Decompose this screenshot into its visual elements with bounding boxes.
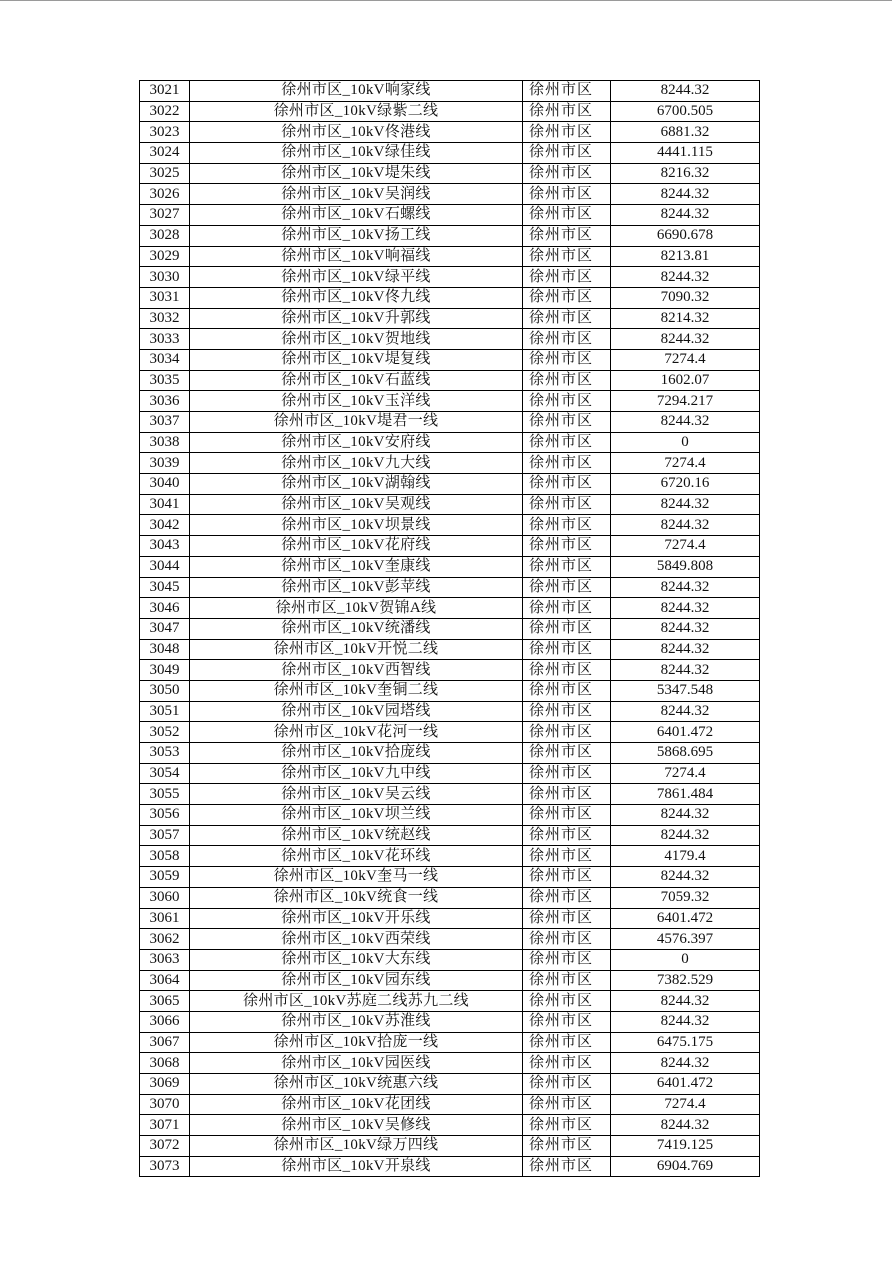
value-cell: 8216.32 xyxy=(611,163,760,184)
value-cell: 8244.32 xyxy=(611,1115,760,1136)
value-cell: 5868.695 xyxy=(611,743,760,764)
table-row xyxy=(140,453,760,474)
value-cell: 8244.32 xyxy=(611,577,760,598)
area-cell: 徐州市区 xyxy=(523,163,611,184)
area-cell: 徐州市区 xyxy=(523,536,611,557)
line-name-cell: 徐州市区_10kV吴观线 xyxy=(190,494,523,515)
table-row xyxy=(140,929,760,950)
area-cell: 徐州市区 xyxy=(523,1032,611,1053)
table-row xyxy=(140,805,760,826)
table-row xyxy=(140,846,760,867)
table-row xyxy=(140,660,760,681)
value-cell: 8244.32 xyxy=(611,805,760,826)
area-cell: 徐州市区 xyxy=(523,474,611,495)
line-name-cell: 徐州市区_10kV佟港线 xyxy=(190,122,523,143)
row-number-cell: 3063 xyxy=(140,949,190,970)
row-number-cell: 3066 xyxy=(140,1011,190,1032)
line-name-cell: 徐州市区_10kV贺地线 xyxy=(190,329,523,350)
area-cell: 徐州市区 xyxy=(523,908,611,929)
area-cell: 徐州市区 xyxy=(523,825,611,846)
row-number-cell: 3026 xyxy=(140,184,190,205)
area-cell: 徐州市区 xyxy=(523,1115,611,1136)
area-cell: 徐州市区 xyxy=(523,205,611,226)
value-cell: 8214.32 xyxy=(611,308,760,329)
row-number-cell: 3055 xyxy=(140,784,190,805)
table-row xyxy=(140,598,760,619)
row-number-cell: 3073 xyxy=(140,1156,190,1177)
table-row xyxy=(140,101,760,122)
area-cell: 徐州市区 xyxy=(523,1156,611,1177)
row-number-cell: 3059 xyxy=(140,867,190,888)
row-number-cell: 3049 xyxy=(140,660,190,681)
value-cell: 6720.16 xyxy=(611,474,760,495)
row-number-cell: 3042 xyxy=(140,515,190,536)
table-row xyxy=(140,184,760,205)
line-name-cell: 徐州市区_10kV九大线 xyxy=(190,453,523,474)
area-cell: 徐州市区 xyxy=(523,308,611,329)
line-name-cell: 徐州市区_10kV统赵线 xyxy=(190,825,523,846)
row-number-cell: 3045 xyxy=(140,577,190,598)
value-cell: 8244.32 xyxy=(611,81,760,102)
value-cell: 8244.32 xyxy=(611,329,760,350)
table-row xyxy=(140,763,760,784)
row-number-cell: 3050 xyxy=(140,680,190,701)
row-number-cell: 3021 xyxy=(140,81,190,102)
value-cell: 6700.505 xyxy=(611,101,760,122)
area-cell: 徐州市区 xyxy=(523,453,611,474)
line-name-cell: 徐州市区_10kV堤复线 xyxy=(190,349,523,370)
table-row xyxy=(140,867,760,888)
row-number-cell: 3037 xyxy=(140,412,190,433)
row-number-cell: 3068 xyxy=(140,1053,190,1074)
row-number-cell: 3060 xyxy=(140,887,190,908)
value-cell: 8244.32 xyxy=(611,701,760,722)
row-number-cell: 3053 xyxy=(140,743,190,764)
row-number-cell: 3029 xyxy=(140,246,190,267)
value-cell: 8244.32 xyxy=(611,598,760,619)
row-number-cell: 3047 xyxy=(140,618,190,639)
value-cell: 8244.32 xyxy=(611,825,760,846)
table-row xyxy=(140,991,760,1012)
table-row xyxy=(140,949,760,970)
area-cell: 徐州市区 xyxy=(523,267,611,288)
line-name-cell: 徐州市区_10kV彭苹线 xyxy=(190,577,523,598)
table-row xyxy=(140,536,760,557)
area-cell: 徐州市区 xyxy=(523,929,611,950)
value-cell: 7382.529 xyxy=(611,970,760,991)
row-number-cell: 3070 xyxy=(140,1094,190,1115)
area-cell: 徐州市区 xyxy=(523,867,611,888)
line-name-cell: 徐州市区_10kV贺锦A线 xyxy=(190,598,523,619)
table-row xyxy=(140,722,760,743)
value-cell: 4441.115 xyxy=(611,143,760,164)
value-cell: 6401.472 xyxy=(611,1074,760,1095)
table-row xyxy=(140,784,760,805)
line-name-cell: 徐州市区_10kV吴润线 xyxy=(190,184,523,205)
line-name-cell: 徐州市区_10kV升郭线 xyxy=(190,308,523,329)
area-cell: 徐州市区 xyxy=(523,887,611,908)
value-cell: 6475.175 xyxy=(611,1032,760,1053)
table-body xyxy=(140,81,760,1177)
row-number-cell: 3022 xyxy=(140,101,190,122)
value-cell: 8244.32 xyxy=(611,412,760,433)
line-name-cell: 徐州市区_10kV坝兰线 xyxy=(190,805,523,826)
table-row xyxy=(140,1032,760,1053)
area-cell: 徐州市区 xyxy=(523,391,611,412)
area-cell: 徐州市区 xyxy=(523,81,611,102)
line-name-cell: 徐州市区_10kV坝景线 xyxy=(190,515,523,536)
area-cell: 徐州市区 xyxy=(523,225,611,246)
line-name-cell: 徐州市区_10kV绿紫二线 xyxy=(190,101,523,122)
area-cell: 徐州市区 xyxy=(523,805,611,826)
row-number-cell: 3040 xyxy=(140,474,190,495)
table-row xyxy=(140,1136,760,1157)
line-name-cell: 徐州市区_10kV绿佳线 xyxy=(190,143,523,164)
row-number-cell: 3031 xyxy=(140,287,190,308)
area-cell: 徐州市区 xyxy=(523,701,611,722)
line-name-cell: 徐州市区_10kV花环线 xyxy=(190,846,523,867)
line-name-cell: 徐州市区_10kV花府线 xyxy=(190,536,523,557)
row-number-cell: 3023 xyxy=(140,122,190,143)
area-cell: 徐州市区 xyxy=(523,1136,611,1157)
line-name-cell: 徐州市区_10kV开泉线 xyxy=(190,1156,523,1177)
area-cell: 徐州市区 xyxy=(523,639,611,660)
line-name-cell: 徐州市区_10kV石螺线 xyxy=(190,205,523,226)
table-row xyxy=(140,246,760,267)
line-name-cell: 徐州市区_10kV奎铜二线 xyxy=(190,680,523,701)
value-cell: 0 xyxy=(611,432,760,453)
value-cell: 8244.32 xyxy=(611,867,760,888)
row-number-cell: 3071 xyxy=(140,1115,190,1136)
value-cell: 8244.32 xyxy=(611,184,760,205)
row-number-cell: 3065 xyxy=(140,991,190,1012)
line-name-cell: 徐州市区_10kV九中线 xyxy=(190,763,523,784)
row-number-cell: 3039 xyxy=(140,453,190,474)
line-name-cell: 徐州市区_10kV苏庭二线苏九二线 xyxy=(190,991,523,1012)
area-cell: 徐州市区 xyxy=(523,1053,611,1074)
line-name-cell: 徐州市区_10kV统惠六线 xyxy=(190,1074,523,1095)
row-number-cell: 3024 xyxy=(140,143,190,164)
row-number-cell: 3032 xyxy=(140,308,190,329)
table-row xyxy=(140,391,760,412)
area-cell: 徐州市区 xyxy=(523,763,611,784)
line-name-cell: 徐州市区_10kV统潘线 xyxy=(190,618,523,639)
table-row xyxy=(140,267,760,288)
row-number-cell: 3027 xyxy=(140,205,190,226)
table-row xyxy=(140,1094,760,1115)
row-number-cell: 3067 xyxy=(140,1032,190,1053)
area-cell: 徐州市区 xyxy=(523,432,611,453)
area-cell: 徐州市区 xyxy=(523,246,611,267)
area-cell: 徐州市区 xyxy=(523,515,611,536)
area-cell: 徐州市区 xyxy=(523,618,611,639)
value-cell: 4576.397 xyxy=(611,929,760,950)
line-name-cell: 徐州市区_10kV响福线 xyxy=(190,246,523,267)
area-cell: 徐州市区 xyxy=(523,784,611,805)
table-row xyxy=(140,618,760,639)
value-cell: 1602.07 xyxy=(611,370,760,391)
row-number-cell: 3064 xyxy=(140,970,190,991)
line-name-cell: 徐州市区_10kV开悦二线 xyxy=(190,639,523,660)
value-cell: 8244.32 xyxy=(611,515,760,536)
value-cell: 6401.472 xyxy=(611,722,760,743)
table-row xyxy=(140,163,760,184)
row-number-cell: 3057 xyxy=(140,825,190,846)
value-cell: 8244.32 xyxy=(611,494,760,515)
value-cell: 8244.32 xyxy=(611,991,760,1012)
line-name-cell: 徐州市区_10kV绿万四线 xyxy=(190,1136,523,1157)
value-cell: 8244.32 xyxy=(611,1011,760,1032)
table-row xyxy=(140,474,760,495)
table-row xyxy=(140,412,760,433)
table-row xyxy=(140,701,760,722)
value-cell: 7274.4 xyxy=(611,1094,760,1115)
area-cell: 徐州市区 xyxy=(523,949,611,970)
value-cell: 7294.217 xyxy=(611,391,760,412)
value-cell: 8213.81 xyxy=(611,246,760,267)
area-cell: 徐州市区 xyxy=(523,1074,611,1095)
line-name-cell: 徐州市区_10kV大东线 xyxy=(190,949,523,970)
page-top-rule xyxy=(0,0,892,1)
table-row xyxy=(140,143,760,164)
table-row xyxy=(140,1074,760,1095)
table-row xyxy=(140,432,760,453)
table-row xyxy=(140,1115,760,1136)
value-cell: 7861.484 xyxy=(611,784,760,805)
row-number-cell: 3030 xyxy=(140,267,190,288)
value-cell: 7274.4 xyxy=(611,349,760,370)
table-row xyxy=(140,1053,760,1074)
line-name-cell: 徐州市区_10kV响家线 xyxy=(190,81,523,102)
table-row xyxy=(140,515,760,536)
area-cell: 徐州市区 xyxy=(523,577,611,598)
area-cell: 徐州市区 xyxy=(523,412,611,433)
table-row xyxy=(140,287,760,308)
line-name-cell: 徐州市区_10kV绿平线 xyxy=(190,267,523,288)
line-name-cell: 徐州市区_10kV吴修线 xyxy=(190,1115,523,1136)
area-cell: 徐州市区 xyxy=(523,970,611,991)
table-row xyxy=(140,205,760,226)
row-number-cell: 3051 xyxy=(140,701,190,722)
table-row xyxy=(140,577,760,598)
row-number-cell: 3048 xyxy=(140,639,190,660)
value-cell: 4179.4 xyxy=(611,846,760,867)
area-cell: 徐州市区 xyxy=(523,122,611,143)
value-cell: 8244.32 xyxy=(611,618,760,639)
row-number-cell: 3062 xyxy=(140,929,190,950)
row-number-cell: 3043 xyxy=(140,536,190,557)
value-cell: 8244.32 xyxy=(611,205,760,226)
row-number-cell: 3044 xyxy=(140,556,190,577)
table-row xyxy=(140,908,760,929)
table-row xyxy=(140,825,760,846)
line-name-cell: 徐州市区_10kV园医线 xyxy=(190,1053,523,1074)
table-row xyxy=(140,308,760,329)
line-name-cell: 徐州市区_10kV园塔线 xyxy=(190,701,523,722)
table-row xyxy=(140,1011,760,1032)
table-row xyxy=(140,680,760,701)
line-name-cell: 徐州市区_10kV统食一线 xyxy=(190,887,523,908)
row-number-cell: 3052 xyxy=(140,722,190,743)
value-cell: 5849.808 xyxy=(611,556,760,577)
table-row xyxy=(140,1156,760,1177)
line-name-cell: 徐州市区_10kV西荣线 xyxy=(190,929,523,950)
table-row xyxy=(140,494,760,515)
row-number-cell: 3046 xyxy=(140,598,190,619)
value-cell: 8244.32 xyxy=(611,639,760,660)
value-cell: 6904.769 xyxy=(611,1156,760,1177)
line-name-cell: 徐州市区_10kV花河一线 xyxy=(190,722,523,743)
value-cell: 7090.32 xyxy=(611,287,760,308)
table-row xyxy=(140,970,760,991)
line-name-cell: 徐州市区_10kV苏淮线 xyxy=(190,1011,523,1032)
row-number-cell: 3041 xyxy=(140,494,190,515)
row-number-cell: 3058 xyxy=(140,846,190,867)
value-cell: 5347.548 xyxy=(611,680,760,701)
line-name-cell: 徐州市区_10kV石蓝线 xyxy=(190,370,523,391)
row-number-cell: 3056 xyxy=(140,805,190,826)
value-cell: 6881.32 xyxy=(611,122,760,143)
table-row xyxy=(140,225,760,246)
value-cell: 8244.32 xyxy=(611,1053,760,1074)
line-name-cell: 徐州市区_10kV花团线 xyxy=(190,1094,523,1115)
area-cell: 徐州市区 xyxy=(523,329,611,350)
row-number-cell: 3061 xyxy=(140,908,190,929)
table-row xyxy=(140,887,760,908)
area-cell: 徐州市区 xyxy=(523,1094,611,1115)
line-data-table xyxy=(139,80,760,1177)
area-cell: 徐州市区 xyxy=(523,184,611,205)
row-number-cell: 3025 xyxy=(140,163,190,184)
value-cell: 8244.32 xyxy=(611,267,760,288)
row-number-cell: 3038 xyxy=(140,432,190,453)
line-name-cell: 徐州市区_10kV开乐线 xyxy=(190,908,523,929)
line-name-cell: 徐州市区_10kV园东线 xyxy=(190,970,523,991)
value-cell: 8244.32 xyxy=(611,660,760,681)
value-cell: 7419.125 xyxy=(611,1136,760,1157)
line-name-cell: 徐州市区_10kV拾庞一线 xyxy=(190,1032,523,1053)
line-name-cell: 徐州市区_10kV拾庞线 xyxy=(190,743,523,764)
value-cell: 6690.678 xyxy=(611,225,760,246)
row-number-cell: 3054 xyxy=(140,763,190,784)
area-cell: 徐州市区 xyxy=(523,556,611,577)
area-cell: 徐州市区 xyxy=(523,846,611,867)
table-row xyxy=(140,639,760,660)
table-row xyxy=(140,556,760,577)
row-number-cell: 3069 xyxy=(140,1074,190,1095)
line-name-cell: 徐州市区_10kV西智线 xyxy=(190,660,523,681)
line-name-cell: 徐州市区_10kV堤君一线 xyxy=(190,412,523,433)
area-cell: 徐州市区 xyxy=(523,349,611,370)
area-cell: 徐州市区 xyxy=(523,743,611,764)
value-cell: 7274.4 xyxy=(611,453,760,474)
line-name-cell: 徐州市区_10kV扬工线 xyxy=(190,225,523,246)
area-cell: 徐州市区 xyxy=(523,680,611,701)
table-row xyxy=(140,81,760,102)
area-cell: 徐州市区 xyxy=(523,722,611,743)
line-name-cell: 徐州市区_10kV堤朱线 xyxy=(190,163,523,184)
area-cell: 徐州市区 xyxy=(523,101,611,122)
line-name-cell: 徐州市区_10kV佟九线 xyxy=(190,287,523,308)
value-cell: 0 xyxy=(611,949,760,970)
line-name-cell: 徐州市区_10kV玉洋线 xyxy=(190,391,523,412)
line-name-cell: 徐州市区_10kV湖翰线 xyxy=(190,474,523,495)
area-cell: 徐州市区 xyxy=(523,991,611,1012)
row-number-cell: 3034 xyxy=(140,349,190,370)
area-cell: 徐州市区 xyxy=(523,494,611,515)
table-row xyxy=(140,370,760,391)
area-cell: 徐州市区 xyxy=(523,287,611,308)
row-number-cell: 3033 xyxy=(140,329,190,350)
value-cell: 6401.472 xyxy=(611,908,760,929)
line-name-cell: 徐州市区_10kV奎马一线 xyxy=(190,867,523,888)
line-name-cell: 徐州市区_10kV吴云线 xyxy=(190,784,523,805)
row-number-cell: 3035 xyxy=(140,370,190,391)
area-cell: 徐州市区 xyxy=(523,143,611,164)
table-row xyxy=(140,743,760,764)
row-number-cell: 3028 xyxy=(140,225,190,246)
row-number-cell: 3036 xyxy=(140,391,190,412)
table-row xyxy=(140,122,760,143)
line-name-cell: 徐州市区_10kV奎康线 xyxy=(190,556,523,577)
value-cell: 7274.4 xyxy=(611,763,760,784)
area-cell: 徐州市区 xyxy=(523,370,611,391)
area-cell: 徐州市区 xyxy=(523,660,611,681)
table-row xyxy=(140,329,760,350)
table-row xyxy=(140,349,760,370)
line-name-cell: 徐州市区_10kV安府线 xyxy=(190,432,523,453)
area-cell: 徐州市区 xyxy=(523,1011,611,1032)
value-cell: 7274.4 xyxy=(611,536,760,557)
area-cell: 徐州市区 xyxy=(523,598,611,619)
value-cell: 7059.32 xyxy=(611,887,760,908)
row-number-cell: 3072 xyxy=(140,1136,190,1157)
